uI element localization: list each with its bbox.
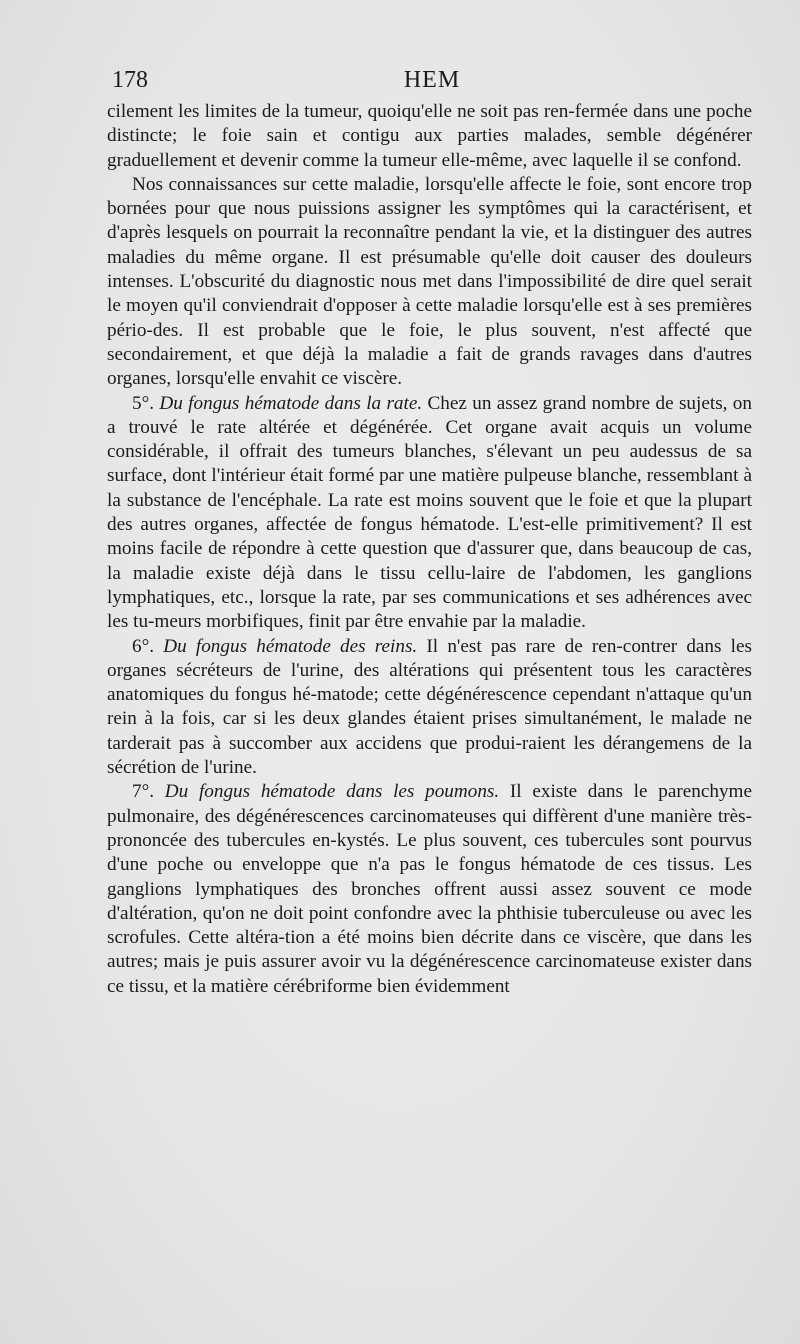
section-heading: Du fongus hématode dans la rate.: [159, 392, 428, 414]
section-heading: Du fongus hématode dans les poumons.: [164, 781, 510, 803]
running-head: [112, 60, 752, 100]
paragraph-5-text: Il existe dans le parenchyme pulmonaire, des dégénérescences carcinomateuses qui diffèrent d'une manière très-prononcée des tubercules en-kystés. Le plus souvent, ces tubercules sont pourvus d'une poche ou enveloppe que n'a pas le fongus hématode de ces tissus. Les ganglions lymphatiques des bronches offrent aussi assez souvent ce mode d'altération, qu'on ne doit point confondre avec la phthisie tuberculeuse ou avec les scrofules. Cette altéra-tion a été moins bien décrite dans ce viscère, que dans les autres; mais je puis assurer avoir vu la dégénérescence carcinomateuse exister dans ce tissu, et la matière cérébriforme bien évidemment: [107, 781, 752, 997]
paragraph-2-text: Nos connaissances sur cette maladie, lorsqu'elle affecte le foie, sont encore trop bornées pour que nous puissions assigner les symptômes qui la caractérisent, et d'après lesquels on pourrait la reconnaître pendant la vie, et la distinguer des autres maladies du même organe. Il est présumable qu'elle doit causer des douleurs intenses. L'obscurité du diagnostic nous met dans l'impossibilité de dire quel serait le moyen qu'il conviendrait d'opposer à cette maladie lorsqu'elle est à ses premières pério-des. Il est probable que le foie, le plus souvent, n'est affecté que secondairement, et que déjà la maladie a fait de grands ravages dans d'autres organes, lorsqu'elle envahit ce viscère.: [107, 173, 752, 390]
section-number: 5°.: [132, 392, 160, 414]
paragraph-5: [107, 780, 752, 999]
body-text: [107, 100, 752, 999]
paragraph-3: [107, 392, 752, 635]
section-heading: Du fongus hématode des reins.: [163, 635, 427, 657]
running-head-title: HEM: [403, 67, 461, 93]
paragraph-1-text: cilement les limites de la tumeur, quoiqu'elle ne soit pas ren-fermée dans une poche distincte; le foie sain et contigu aux parties malades, semble dégénérer graduellement et devenir comme la tumeur elle-même, avec laquelle il se confond.: [107, 101, 752, 171]
section-number: 7°.: [132, 781, 165, 803]
paragraph-1: [107, 100, 752, 173]
paragraph-4: [107, 635, 752, 781]
page-number: 178: [112, 67, 148, 93]
paragraph-4-text: Il n'est pas rare de ren-contrer dans les organes sécréteurs de l'urine, des altérations qui présentent tous les caractères anatomiques du fongus hé-matode; cette dégénérescence cependant n'attaque qu'un rein à la fois, car si les deux glandes étaient prises simultanément, le malade ne tarderait pas à succomber aux accidens que produi-raient les dérangemens de la sécrétion de l'urine.: [107, 635, 752, 779]
section-number: 6°.: [132, 635, 164, 657]
paragraph-2: [107, 173, 752, 392]
paragraph-3-text: Chez un assez grand nombre de sujets, on a trouvé le rate altérée et dégénérée. Cet organe avait acquis un volume considérable, il offrait des tumeurs blanches, s'élevant un peu audessus de sa surface, dont l'intérieur était formé par une matière pulpeuse blanche, ressemblant à la substance de l'encéphale. La rate est moins souvent que le foie et que la plupart des autres organes, affectée de fongus hématode. L'est-elle primitivement? Il est moins facile de répondre à cette question que d'assurer que, dans beaucoup de cas, la maladie existe déjà dans le tissu cellu-laire de l'abdomen, les ganglions lymphatiques, etc., lorsque la rate, par ses communications et ses adhérences avec les tu-meurs morbifiques, finit par être envahie par la maladie.: [107, 392, 752, 633]
